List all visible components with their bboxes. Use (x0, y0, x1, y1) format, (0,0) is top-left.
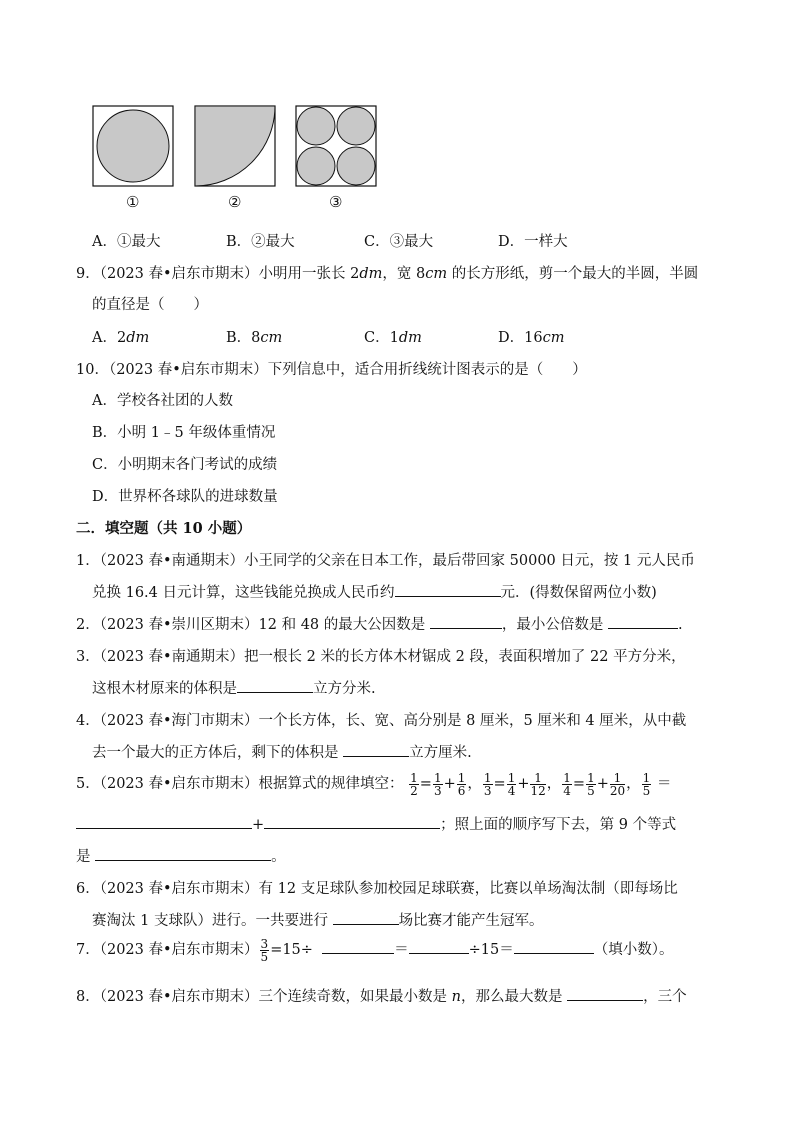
fill-q4-blank[interactable] (343, 742, 409, 757)
q10-text: 10．（2023 春•启东市期末）下列信息中，适合用折线统计图表示的是（ ） (76, 362, 587, 378)
figure-caption-2: ② (228, 193, 242, 211)
frac: $\frac{1}{2}$ (410, 770, 418, 798)
fill-q5-line1: 5．（2023 春•启东市期末）根据算式的规律填空： $\frac{1}{2}$ = $\frac{1}{3}$ + $\frac{1}{6}$ ， $\frac{1}{3}$ = $\frac{1}{4}$ + $\frac{1}{12}$ ， $\frac{1}{4}$ = $\frac{1}{5}$ + $\frac{1}{20}$ ， $\frac{1}{5}$ ＝ (76, 770, 672, 798)
q10-option-d: D．世界杯各球队的进球数量 (92, 489, 278, 505)
fill-q4-line2: 去一个最大的正方体后，剩下的体积是 立方厘米. (92, 741, 472, 762)
fill-q6-blank[interactable] (333, 910, 399, 925)
frac: $\frac{1}{4}$ (563, 770, 571, 798)
fill-q7: 7．（2023 春•启东市期末） $\frac{3}{5}$ =15÷ ＝ ÷15＝ （填小数）。 (76, 936, 674, 964)
figure-four-circles (295, 105, 377, 187)
q9-line1: 9．（2023 春•启东市期末）小明用一张长 2dm，宽 8cm 的长方形纸，剪一个最大的半圆，半圆 (76, 266, 699, 282)
figure-circle-in-square (92, 105, 174, 187)
fill-q5-line3: 是 。 (76, 845, 286, 866)
fill-q1-blank[interactable] (395, 582, 501, 597)
fill-q8-blank[interactable] (567, 986, 643, 1001)
fill-q2-blank-2[interactable] (608, 614, 678, 629)
fill-q3-line2: 这根木材原来的体积是 立方分米. (92, 677, 376, 698)
frac: $\frac{1}{3}$ (483, 770, 492, 798)
fill-q3-blank[interactable] (237, 678, 313, 693)
frac: $\frac{1}{5}$ (642, 770, 651, 798)
frac: $\frac{1}{20}$ (609, 770, 626, 798)
fill-q6-line2: 赛淘汰 1 支球队）进行。一共要进行 场比赛才能产生冠军。 (92, 909, 544, 930)
fill-q5-blank-1[interactable] (76, 814, 252, 829)
fill-q6-line1: 6．（2023 春•启东市期末）有 12 支足球队参加校园足球联赛，比赛以单场淘汰制（即每场比 (76, 881, 678, 897)
fill-q5-blank-3[interactable] (95, 846, 271, 861)
q8-option-c: C．③最大 (364, 234, 434, 250)
fill-q5-blank-2[interactable] (264, 814, 440, 829)
frac: $\frac{3}{5}$ (260, 936, 269, 964)
q8-option-d: D．一样大 (498, 234, 568, 250)
q9-option-c: C．1dm (364, 330, 422, 346)
fill-q4-line1: 4．（2023 春•海门市期末）一个长方体，长、宽、高分别是 8 厘米，5 厘米和 4 厘米，从中截 (76, 713, 687, 729)
q10-option-c: C．小明期末各门考试的成绩 (92, 457, 278, 473)
frac: $\frac{1}{4}$ (507, 770, 516, 798)
q9-option-b: B．8cm (226, 330, 283, 346)
figure-quarter-circle (194, 105, 276, 187)
q8-option-b: B．②最大 (226, 234, 295, 250)
q9-line2: 的直径是（ ） (92, 297, 208, 313)
figure-caption-1: ① (126, 193, 140, 211)
q10-option-b: B．小明 1﹣5 年级体重情况 (92, 425, 276, 441)
figure-row (92, 105, 472, 215)
fill-q7-blank-3[interactable] (514, 939, 594, 954)
fill-q7-blank-2[interactable] (409, 939, 469, 954)
frac: $\frac{1}{3}$ (433, 770, 442, 798)
frac: $\frac{1}{5}$ (587, 770, 595, 798)
q9-option-a: A．2dm (92, 330, 150, 346)
q9-option-d: D．16cm (498, 330, 565, 346)
fill-q2: 2．（2023 春•崇川区期末）12 和 48 的最大公因数是 ，最小公倍数是 . (76, 613, 683, 634)
fill-q7-blank-1[interactable] (322, 939, 394, 954)
fill-q3-line1: 3．（2023 春•南通期末）把一根长 2 米的长方体木材锯成 2 段，表面积增加了 22 平方分米， (76, 649, 686, 665)
fill-q1-line2: 兑换 16.4 日元计算，这些钱能兑换成人民币约 元．(得数保留两位小数) (92, 581, 657, 602)
section-title: 二．填空题（共 10 小题） (76, 520, 252, 537)
fill-q5-line2: + ；照上面的顺序写下去，第 9 个等式 (76, 813, 676, 834)
q10-option-a: A．学校各社团的人数 (92, 393, 233, 409)
figure-caption-3: ③ (329, 193, 343, 211)
fill-q1-line1: 1．（2023 春•南通期末）小王同学的父亲在日本工作，最后带回家 50000 日元，按 1 元人民币 (76, 553, 695, 569)
fill-q8: 8．（2023 春•启东市期末）三个连续奇数，如果最小数是 n，那么最大数是 ，三个 (76, 985, 687, 1006)
q8-option-a: A．①最大 (92, 234, 161, 250)
frac: $\frac{1}{6}$ (457, 770, 466, 798)
frac: $\frac{1}{12}$ (530, 770, 546, 798)
fill-q2-blank-1[interactable] (430, 614, 502, 629)
